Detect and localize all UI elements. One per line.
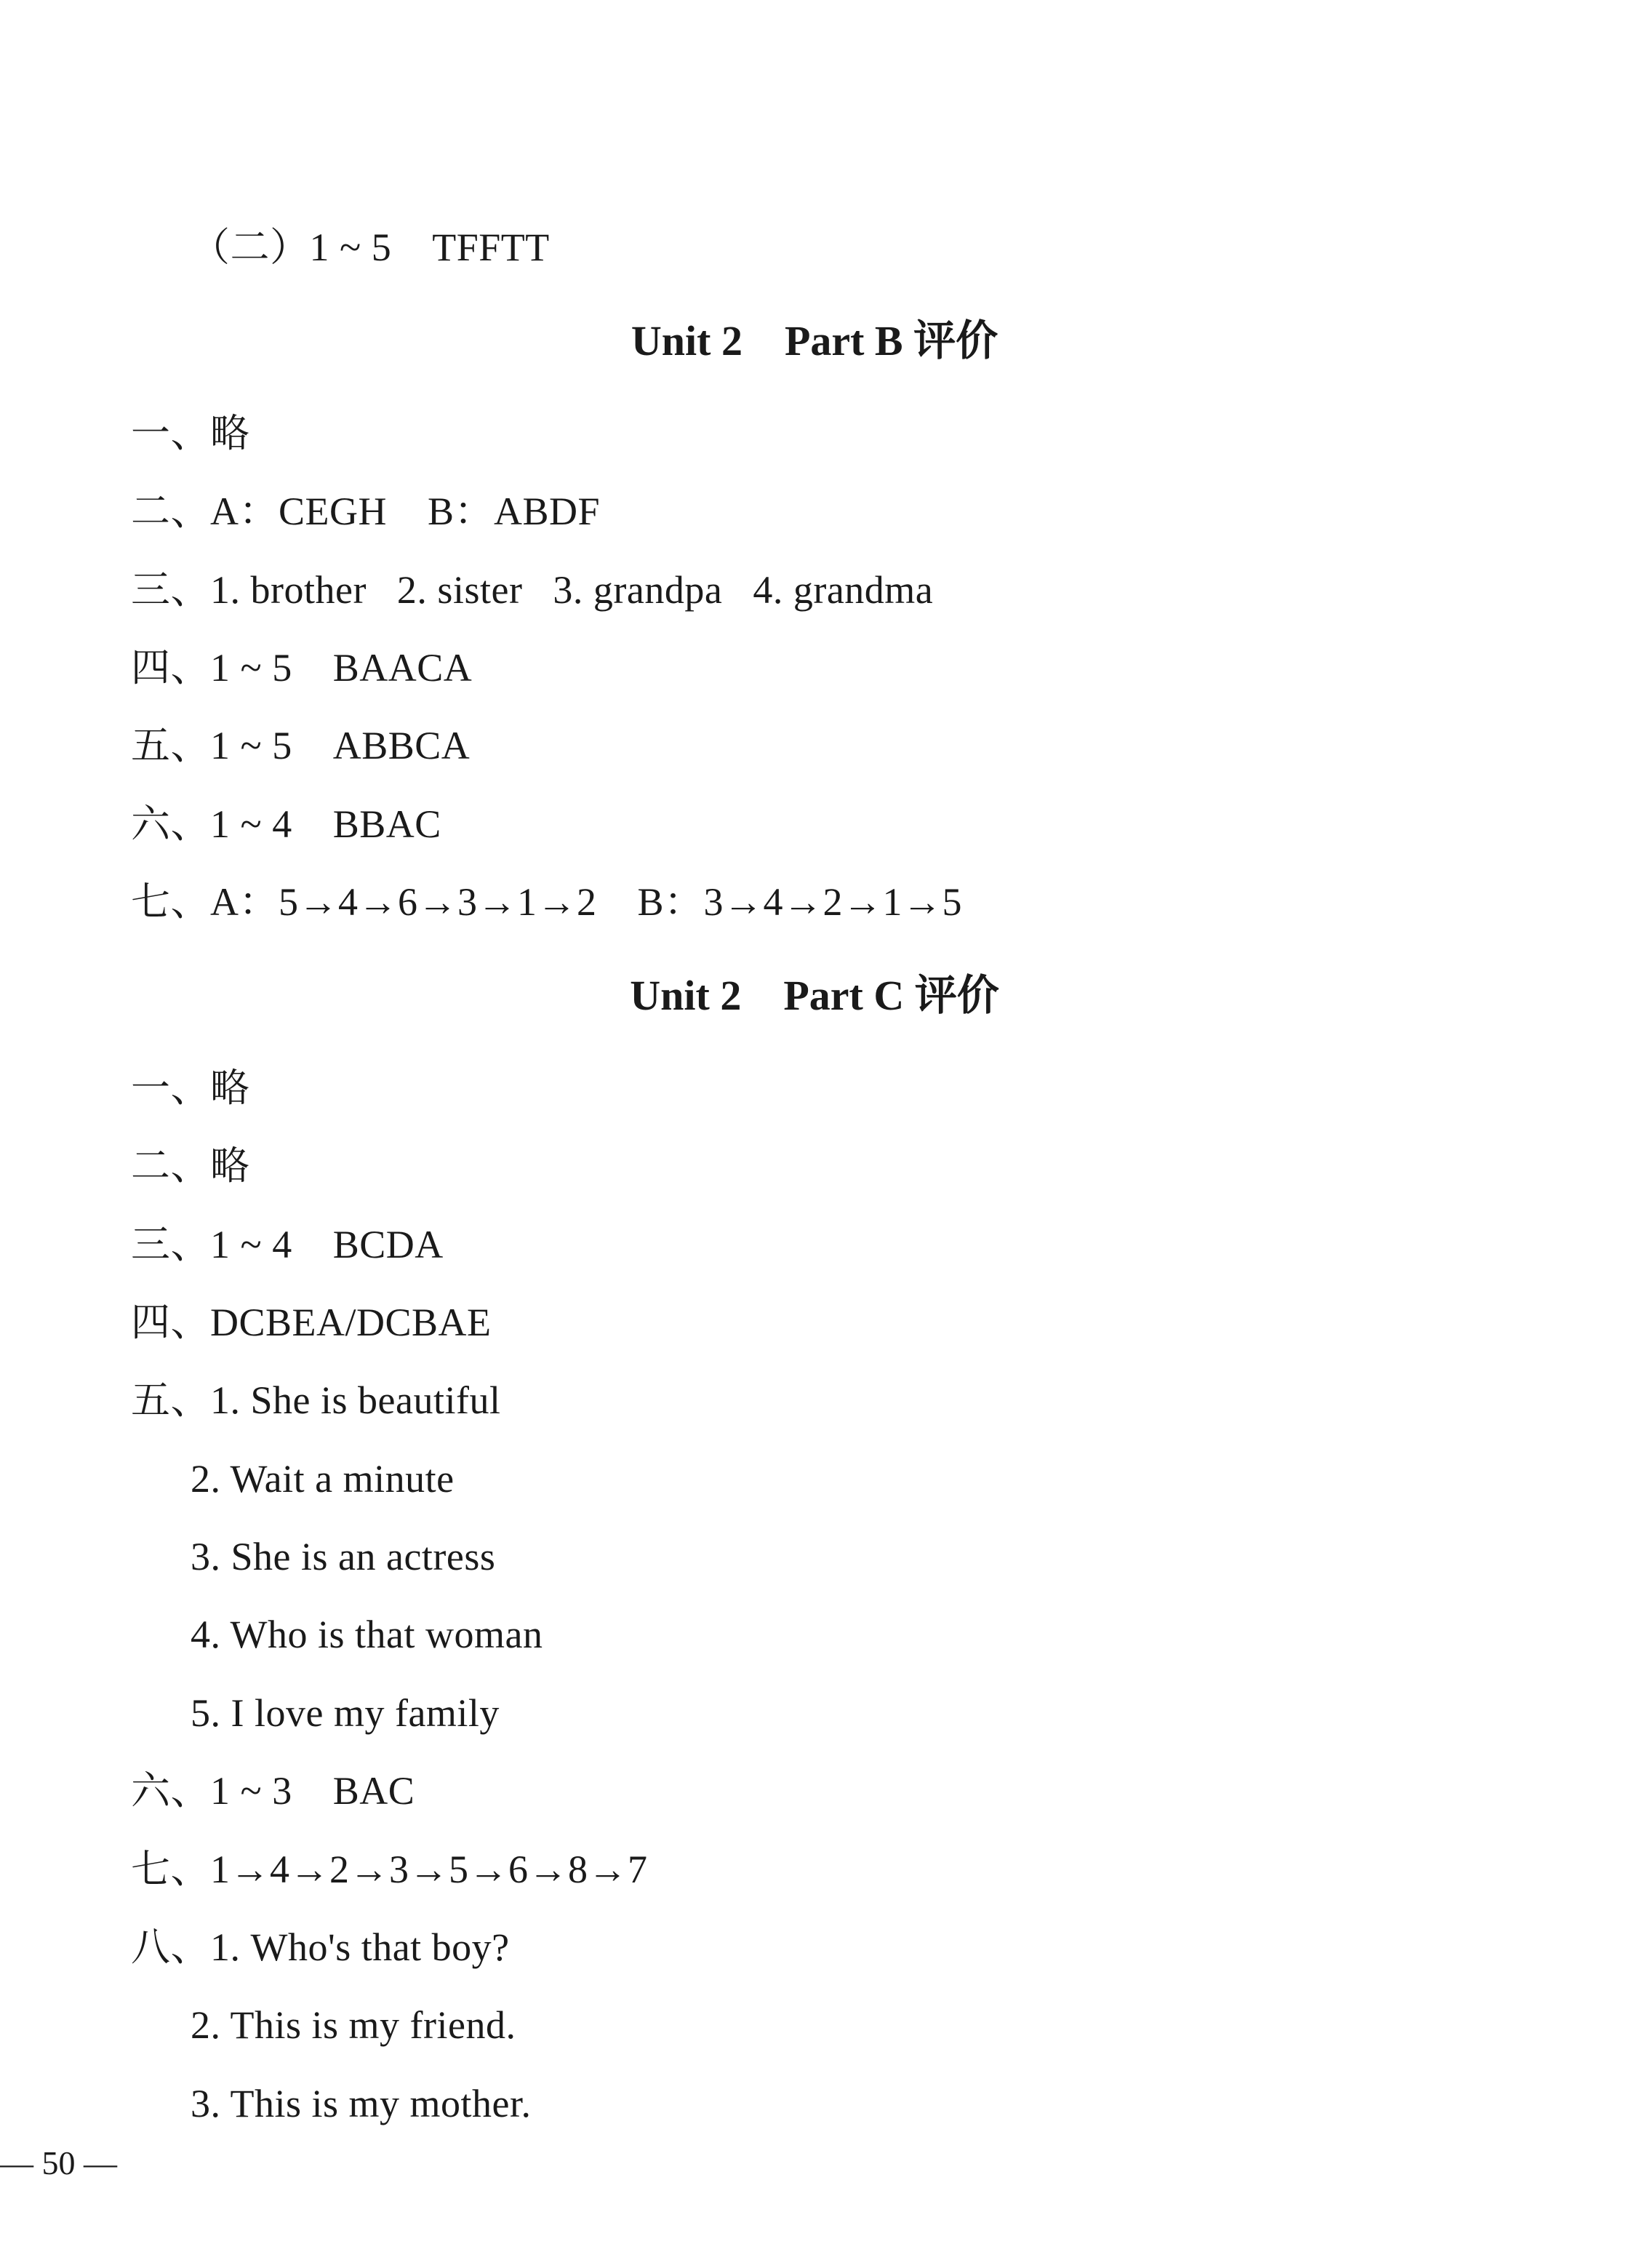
answer-line: 六、1 ~ 3 BAC	[131, 1769, 415, 1813]
section-heading-part-b: Unit 2 Part B 评价	[631, 317, 998, 364]
answer-subline: 3. She is an actress	[191, 1535, 496, 1578]
answer-line: 四、DCBEA/DCBAE	[131, 1301, 492, 1344]
answer-line: 三、1. brother 2. sister 3. grandpa 4. grandma	[131, 568, 934, 612]
answer-line: 七、1→4→2→3→5→6→8→7	[131, 1848, 648, 1891]
answer-line: 一、略	[131, 412, 250, 455]
answer-line: 一、略	[131, 1066, 250, 1110]
answer-line: 七、A：5→4→6→3→1→2 B：3→4→2→1→5	[131, 880, 963, 924]
section-heading-part-c: Unit 2 Part C 评价	[630, 972, 999, 1019]
answer-line: 六、1 ~ 4 BBAC	[131, 802, 441, 846]
answer-line: 五、1. She is beautiful	[131, 1378, 501, 1422]
page-number: — 50 —	[0, 2144, 117, 2181]
answer-line: 二、略	[131, 1144, 250, 1188]
intro-answer-line: （二）1 ~ 5 TFFTT	[191, 225, 550, 269]
answer-line: 四、1 ~ 5 BAACA	[131, 646, 473, 690]
answer-line: 二、A：CEGH B：ABDF	[131, 490, 601, 533]
answer-subline: 2. Wait a minute	[191, 1457, 455, 1501]
answer-subline: 5. I love my family	[191, 1691, 500, 1735]
answer-subline: 2. This is my friend.	[191, 2003, 516, 2047]
answer-line: 八、1. Who's that boy?	[131, 1925, 510, 1969]
answer-subline: 4. Who is that woman	[191, 1613, 543, 1656]
answer-line: 五、1 ~ 5 ABBCA	[131, 724, 471, 767]
answer-line: 三、1 ~ 4 BCDA	[131, 1223, 444, 1266]
answer-subline: 3. This is my mother.	[191, 2082, 532, 2125]
